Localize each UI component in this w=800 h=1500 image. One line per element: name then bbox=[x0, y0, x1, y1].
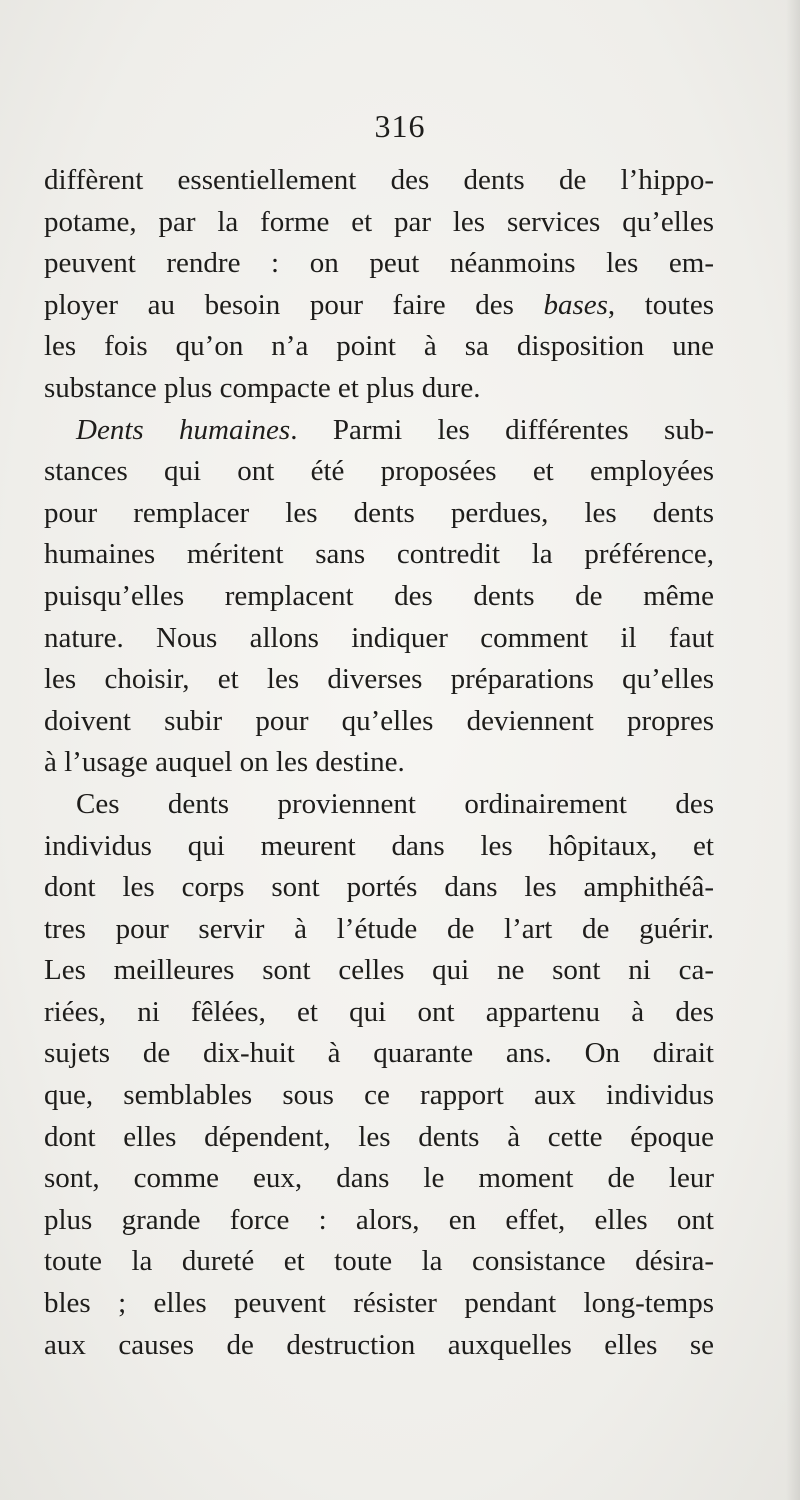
text-line: nature. Nous allons indiquer comment il faut bbox=[44, 621, 714, 654]
text-line: doivent subir pour qu’elles deviennent propres bbox=[44, 704, 714, 737]
text-line: riées, ni fêlées, et qui ont appartenu à des bbox=[44, 995, 714, 1028]
text-line: que, semblables sous ce rapport aux individus bbox=[44, 1079, 714, 1112]
text-line: potame, par la forme et par les services qu’elles bbox=[44, 205, 714, 238]
text-line bbox=[44, 410, 714, 452]
text-line: aux causes de destruction auxquelles elles se bbox=[44, 1328, 714, 1361]
text-line bbox=[44, 285, 714, 327]
text-line: peuvent rendre : on peut néanmoins les em- bbox=[44, 247, 714, 280]
text-line: sujets de dix-huit à quarante ans. On dirait bbox=[44, 1037, 714, 1070]
text-segment: , toutes bbox=[607, 288, 714, 321]
text-line: toute la dureté et toute la consistance désira- bbox=[44, 1245, 714, 1278]
text-line: dont les corps sont portés dans les amphithéâ- bbox=[44, 871, 714, 904]
text-segment: . Parmi les différentes sub- bbox=[290, 413, 714, 446]
text-line: individus qui meurent dans les hôpitaux, et bbox=[44, 829, 714, 862]
italic-term: Dents humaines bbox=[76, 413, 291, 446]
text-line: bles ; elles peuvent résister pendant long-temps bbox=[44, 1287, 714, 1320]
text-line: humaines méritent sans contredit la préférence, bbox=[44, 538, 714, 571]
text-line: Ces dents proviennent ordinairement des bbox=[76, 787, 714, 820]
page-number: 316 bbox=[374, 108, 426, 144]
text-segment: ployer au besoin pour faire des bbox=[44, 288, 544, 321]
text-line: tres pour servir à l’étude de l’art de guérir. bbox=[44, 912, 714, 945]
text-line: les fois qu’on n’a point à sa disposition une bbox=[44, 330, 714, 363]
text-line: dont elles dépendent, les dents à cette époque bbox=[44, 1120, 714, 1153]
text-line: diffèrent essentiellement des dents de l’hippo- bbox=[44, 164, 714, 196]
text-line: Les meilleures sont celles qui ne sont ni ca- bbox=[44, 954, 714, 987]
text-line: pour remplacer les dents perdues, les dents bbox=[44, 496, 714, 529]
page-edge-shadow bbox=[786, 0, 800, 1500]
body-text bbox=[44, 160, 714, 1366]
text-line: stances qui ont été proposées et employées bbox=[44, 455, 714, 488]
text-line: puisqu’elles remplacent des dents de même bbox=[44, 579, 714, 612]
text-line: les choisir, et les diverses préparations qu’elles bbox=[44, 663, 714, 696]
text-line: plus grande force : alors, en effet, elles ont bbox=[44, 1203, 714, 1236]
italic-term: bases bbox=[543, 288, 608, 321]
text-line: à l’usage auquel on les destine. bbox=[44, 746, 405, 779]
text-line: sont, comme eux, dans le moment de leur bbox=[44, 1162, 714, 1195]
text-line: substance plus compacte et plus dure. bbox=[44, 371, 481, 404]
